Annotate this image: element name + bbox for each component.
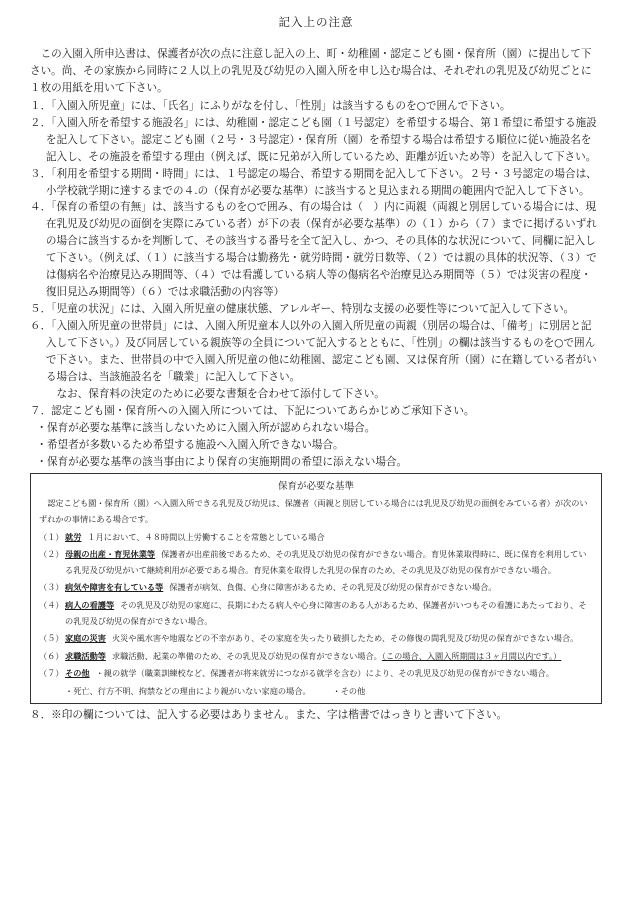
intro-paragraph: この入園入所申込書は、保護者が次の点に注意し記入の上、町・幼稚園・認定こども園・保育所（園）に提出して下さい。尚、その家族から同時に２人以上の乳児及び幼児の入園入所を申し込む場合は、それぞれの乳児及び幼児ごとに１枚の用紙を用いて下さい。 bbox=[30, 48, 592, 94]
criterion-number: （１） bbox=[39, 531, 64, 542]
criterion-5 bbox=[39, 631, 593, 647]
instruction-item-4: ４．「保育の希望の有無」は、該当するものを○で囲み、有の場合は（ ）内に両親（両親と別居している場合には、現在乳児及び幼児の面倒を実際にみている者）が下の表（保育が必要な基準）の（１）から（７）までに掲げるいずれの場合に該当するかを判断して、その該当する番号を全て記入し、かつ、その具体的な状況について、同欄に記入して下さい。（例えば、（１）に該当する場合は勤務先・就労時間・就労日数等、（２）では親の具体的状況等、（３）では傷病名や治療見込み期間等、（４）では看護している病人等の傷病名や治療見込み期間等（５）では災害の程度・復旧見込み期間等）（６）では求職活動の内容等） bbox=[30, 201, 597, 299]
instruction-item-2: ２．「入園入所を希望する施設名」には、幼稚園・認定こども園（１号認定）を希望する場合、第１希望に希望する施設を記入して下さい。認定こども園（２号・３号認定）・保育所（園）を希望する場合は希望する順位に従い施設名を記入し、その施設を希望する理由（例えば、既に兄弟が入所しているため、距離が近いため等）を記入して下さい。 bbox=[30, 116, 597, 163]
criterion-name: 母親の出産・育児休業等 bbox=[65, 549, 156, 560]
criterion-name: 家庭の災害 bbox=[65, 633, 106, 644]
criterion-text: 保護者が出産前後であるため、その乳児及び幼児の保育ができない場合。育児休業取得時に、既に保育を利用している乳児及び幼児がいて継続利用が必要である場合。育児休業を取得した乳児の保育のため、その乳児及び幼児の保育ができない場合。 bbox=[65, 549, 587, 575]
criterion-text: 保護者が病気、負傷、心身に障害があるため、その乳児及び幼児の保育ができない場合。 bbox=[169, 582, 497, 593]
criterion-text: 火災や風水害や地震などの不幸があり、その家庭を失ったり破損したため、その修復の間乳児及び幼児の保育ができない場合。 bbox=[111, 633, 579, 644]
instruction-item-7: ７．認定こども園・保育所への入園入所については、下記についてあらかじめご承知下さい。 bbox=[30, 404, 475, 417]
criterion-deadline-note: （この場合、入園入所期間は３ヶ月間以内です。） bbox=[381, 650, 562, 661]
criterion-text: １月において、４８時間以上労働することを常態としている場合 bbox=[87, 531, 325, 542]
instruction-item-6: ６．「入園入所児童の世帯員」には、入園入所児童本人以外の入園入所児童の両親（別居の場合は、「備考」に別居と記入して下さい。）及び同居している親族等の全員について記入するとともに、「性別」の欄は該当するものを○で囲んで下さい。また、世帯員の中で入園入所児童の他に幼稚園、認定こども園、又は保育所（園）に在籍している者がいる場合は、当該施設名を「職業」に記入して下さい。 bbox=[30, 320, 597, 383]
criterion-number: （７） bbox=[39, 668, 64, 679]
criterion-number: （５） bbox=[39, 633, 64, 644]
instruction-body bbox=[30, 46, 602, 470]
instruction-item-1: １．「入園入所児童」には、「氏名」にふりがなを付し、「性別」は該当するものを○で囲んで下さい。 bbox=[30, 99, 511, 112]
bullet-item-1: ・ 保育が必要な基準に該当しないために入園入所が認められない場合。 bbox=[30, 420, 602, 437]
bullet-item-3: ・ 保育が必要な基準の該当事由により保育の実施期間の希望に添えない場合。 bbox=[30, 454, 602, 471]
criteria-box-intro: 認定こども園・保育所（園）へ入園入所できる乳児及び幼児は、保護者（両親と別居している場合には乳児及び幼児の面倒をみている者）が次のいずれかの事情にある場合です。 bbox=[39, 498, 588, 525]
criterion-4 bbox=[39, 598, 593, 629]
criterion-text: 求職活動、起業の準備のため、その乳児及び幼児の保育ができない場合。 bbox=[111, 650, 382, 661]
criterion-name: その他 bbox=[65, 668, 90, 679]
criterion-7-sub-a: ・死亡、行方不明、拘禁などの理由により親がいない家庭の場合。 bbox=[65, 685, 307, 696]
instruction-item-3: ３．「利用を希望する期間・時間」には、１号認定の場合、希望する期間を記入して下さい。２号・３号認定の場合は、小学校就学期に達するまでの４.の（保育が必要な基準）に該当すると見込まれる期間の範囲内で記入して下さい。 bbox=[30, 167, 597, 197]
note-paragraph: なお、保育料の決定のために必要な書類を合わせて添付して下さい。 bbox=[56, 387, 385, 400]
criterion-number: （２） bbox=[39, 549, 64, 560]
criterion-1 bbox=[39, 530, 593, 546]
criterion-7-sub-b: ・その他 bbox=[332, 685, 366, 696]
criterion-2 bbox=[39, 547, 593, 578]
criteria-box bbox=[30, 473, 602, 704]
page-title: 記入上の注意 bbox=[278, 15, 354, 29]
criterion-7 bbox=[39, 666, 593, 682]
criterion-text: ・親の就学（職業訓練校など、保護者が将来就労につながる就学を含む）により、その乳児及び幼児の保育ができない場合。 bbox=[95, 668, 554, 679]
criterion-6 bbox=[39, 649, 593, 665]
criteria-box-title: 保育が必要な基準 bbox=[277, 481, 354, 493]
criterion-number: （６） bbox=[39, 650, 64, 661]
criterion-7-sub bbox=[39, 684, 593, 700]
criterion-number: （３） bbox=[39, 582, 64, 593]
criterion-name: 病人の看護等 bbox=[65, 599, 115, 610]
instruction-item-5: ５．「児童の状況」には、入園入所児童の健康状態、アレルギー、特別な支援の必要性等について記入して下さい。 bbox=[30, 303, 575, 316]
criterion-name: 病気や障害を有している等 bbox=[65, 582, 164, 593]
bullet-item-2: ・ 希望者が多数いるため希望する施設へ入園入所できない場合。 bbox=[30, 437, 602, 454]
criterion-name: 求職活動等 bbox=[65, 650, 106, 661]
criterion-name: 就労 bbox=[65, 531, 82, 542]
criterion-3 bbox=[39, 580, 593, 596]
instruction-item-8: ８．※印の欄については、記入する必要はありません。また、字は楷書ではっきりと書いて下さい。 bbox=[30, 709, 508, 722]
criterion-number: （４） bbox=[39, 599, 64, 610]
criterion-text: その乳児及び幼児の家庭に、長期にわたる病人や心身に障害のある人があるため、保護者がいつもその看護にあたっており、その乳児及び幼児の保育ができない場合。 bbox=[65, 599, 587, 626]
